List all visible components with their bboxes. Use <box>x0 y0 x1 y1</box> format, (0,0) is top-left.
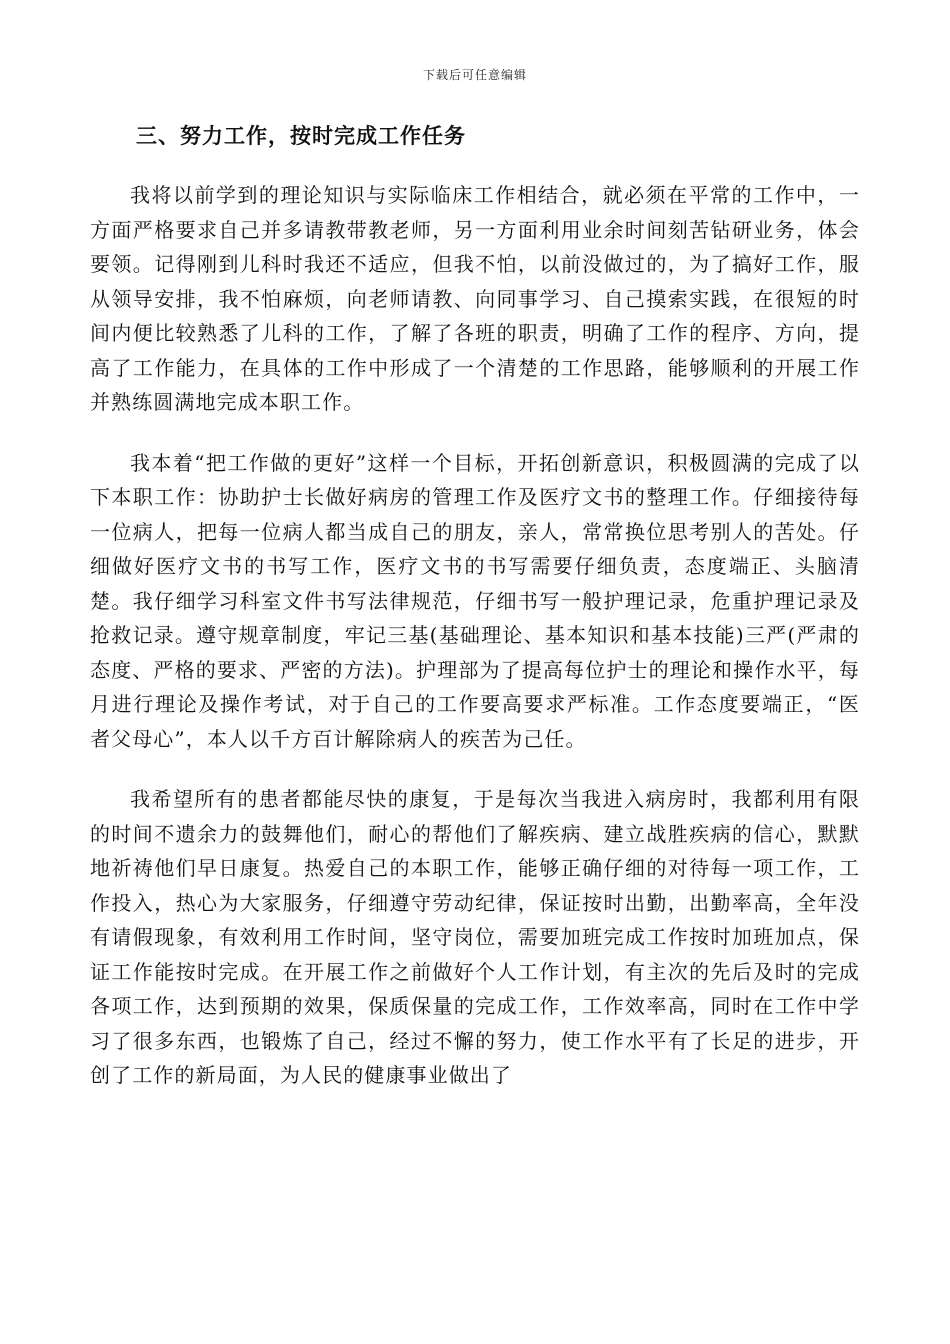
document-body <box>90 178 860 1093</box>
paragraph-3: 我希望所有的患者都能尽快的康复，于是每次当我进入病房时，我都利用有限的时间不遗余力的鼓舞他们，耐心的帮他们了解疾病、建立战胜疾病的信心，默默地祈祷他们早日康复。热爱自己的本职工作，能够正确仔细的对待每一项工作，工作投入，热心为大家服务，仔细遵守劳动纪律，保证按时出勤，出勤率高，全年没有请假现象，有效利用工作时间，坚守岗位，需要加班完成工作按时加班加点，保证工作能按时完成。在开展工作之前做好个人工作计划，有主次的先后及时的完成各项工作，达到预期的效果，保质保量的完成工作，工作效率高，同时在工作中学习了很多东西，也锻炼了自己，经过不懈的努力，使工作水平有了长足的进步，开创了工作的新局面，为人民的健康事业做出了 <box>90 787 860 1087</box>
paragraph-1: 我将以前学到的理论知识与实际临床工作相结合，就必须在平常的工作中，一方面严格要求自己并多请教带教老师，另一方面利用业余时间刻苦钻研业务，体会要领。记得刚到儿科时我还不适应，但我不怕，以前没做过的，为了搞好工作，服从领导安排，我不怕麻烦，向老师请教、向同事学习、自己摸索实践，在很短的时间内便比较熟悉了儿科的工作，了解了各班的职责，明确了工作的程序、方向，提高了工作能力，在具体的工作中形成了一个清楚的工作思路，能够顺利的开展工作并熟练圆满地完成本职工作。 <box>90 183 860 414</box>
paragraph-2: 我本着“把工作做的更好”这样一个目标，开拓创新意识，积极圆满的完成了以下本职工作：协助护士长做好病房的管理工作及医疗文书的整理工作。仔细接待每一位病人，把每一位病人都当成自己的朋友，亲人，常常换位思考别人的苦处。仔细做好医疗文书的书写工作，医疗文书的书写需要仔细负责，态度端正、头脑清楚。我仔细学习科室文件书写法律规范，仔细书写一般护理记录，危重护理记录及抢救记录。遵守规章制度，牢记三基(基础理论、基本知识和基本技能)三严(严肃的态度、严格的要求、严密的方法)。护理部为了提高每位护士的理论和操作水平，每月进行理论及操作考试，对于自己的工作要高要求严标准。工作态度要端正，“医者父母心”，本人以千方百计解除病人的疾苦为己任。 <box>90 450 860 751</box>
header-note: 下载后可任意编辑 <box>422 68 527 82</box>
section-heading: 三、努力工作，按时完成工作任务 <box>136 123 466 148</box>
